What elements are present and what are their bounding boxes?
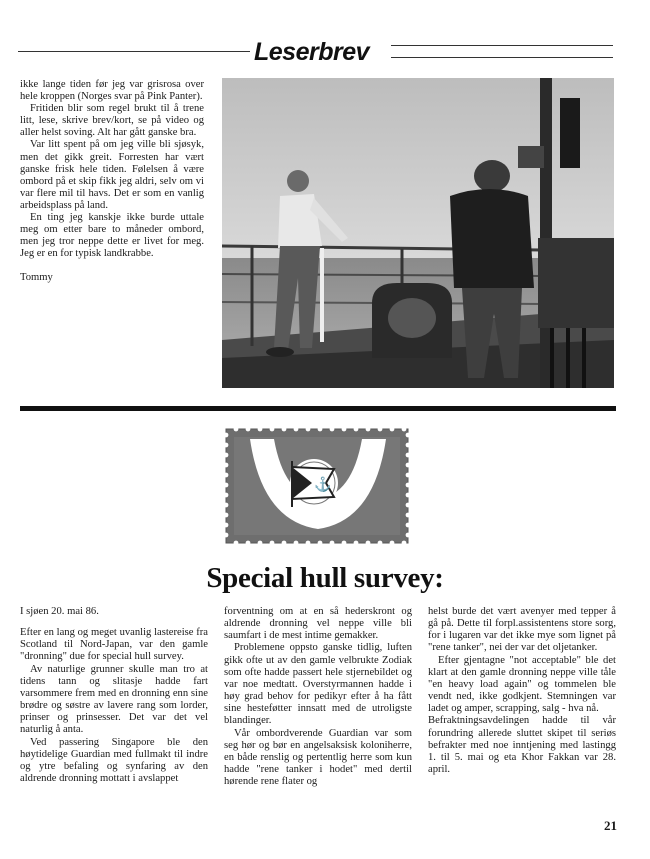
article-paragraph: helst burde det vært avenyer med tepper å gå på. Dette til forpl.assistentens store sorg, for i lugaren var det ikke mye som lignet på "rene tanker", nei der var det oljetanker. [428,606,616,654]
article-paragraph: forventning om at en så hederskront og aldrende dronning vel neppe ville bli saumfart i de mest intime gemakker. [224,606,412,642]
article-body [20,606,616,806]
svg-text:⚓: ⚓ [314,478,332,493]
article-paragraph: Befraktningsavdelingen hadde til vår forundring allerede sluttet skipet til seriøs befrakter med noe inntjening med lastingg 1. til 5. mai og eta Khor Fakkan var 28. april. [428,715,616,776]
flag-emblem-icon [290,459,338,507]
article-paragraph: Vår ombordverende Guardian var som seg hør og bør en angelsaksisk koloniherre, en både renslig og pertentlig herre som kun hadde "rene tanker i hodet" med dertil hørende rene flater og [224,727,412,788]
article-headline: Special hull survey: [206,562,444,594]
section-title: Leserbrev [254,38,370,66]
article-paragraph: Efter gjentagne "not acceptable" ble det klart at den gamle dronning neppe ville tåle "en heavy load again" og tommelen ble vendt ned, ikke godkjent. Stemningen var ladet og amper, scrapping, salg - hva nå. [428,654,616,715]
deck-photo-image [222,78,614,388]
page-number: 21 [604,818,617,833]
letter-paragraph: Fritiden blir som regel brukt til å trene litt, lese, skrive brev/kort, se på video og aller helst soving. Alt har gått ganske bra. [20,103,204,139]
article-dateline: I sjøen 20. mai 86. [20,606,99,617]
section-divider [20,406,616,411]
postage-stamp-icon [222,425,412,547]
article-column-1 [20,606,208,785]
letter-paragraph: En ting jeg kanskje ikke burde uttale meg om etter bare to måneder ombord, men jeg tror neppe dette er livet for meg. Jeg er en for typisk landkrabbe. [20,212,204,260]
article-column-3 [428,606,616,776]
article-paragraph: Efter en lang og meget uvanlig lastereise fra Scotland til Nord-Japan, var den gamle "dronning" due for special hull survey. [20,627,208,663]
section-header [18,38,613,68]
article-paragraph: Ved passering Singapore ble den høytidelige Guardian med fullmakt til indre og ytre befaling og synfaring av den aldrende dronning mottatt i avslappet [20,736,208,785]
letter-paragraph: Var litt spent på om jeg ville bli sjøsyk, men det gikk greit. Forresten har vært ganske frisk hele tiden. Følelsen å være ombord på et skip fikk jeg aldri, selv om vi var flere mil til havs. Det er som en vanlig arbeidsplass på land. [20,139,204,211]
letter-signature: Tommy [20,272,53,284]
article-paragraph: Problemene oppsto ganske tidlig, luften gikk ofte ut av den gamle velbrukte Zodiak som ofte hadde passert hele stjernebildet og var noe medtatt. Overstyrmannen hadde i høy grad behov for pedikyr efter å ha fått sine hesteføtter innsatt med de utroligste blandinger. [224,642,412,727]
header-rule-right-top [391,45,613,46]
article-column-2 [224,606,412,788]
header-rule-right-bottom [391,57,613,58]
deck-photo [222,78,614,388]
article-paragraph: Av naturlige grunner skulle man tro at tidens tann og slitasje hadde fart varsommere frem med en dronning enn sine brødre og søstre av lavere rang som lorder, prinser og prinsesser. Det var det vel naturlig å anta. [20,663,208,736]
letter-paragraph: ikke lange tiden før jeg var grisrosa over hele kroppen (Norges svar på Pink Panter). [20,79,204,103]
letter-column [20,79,204,285]
header-rule-left [18,51,250,52]
